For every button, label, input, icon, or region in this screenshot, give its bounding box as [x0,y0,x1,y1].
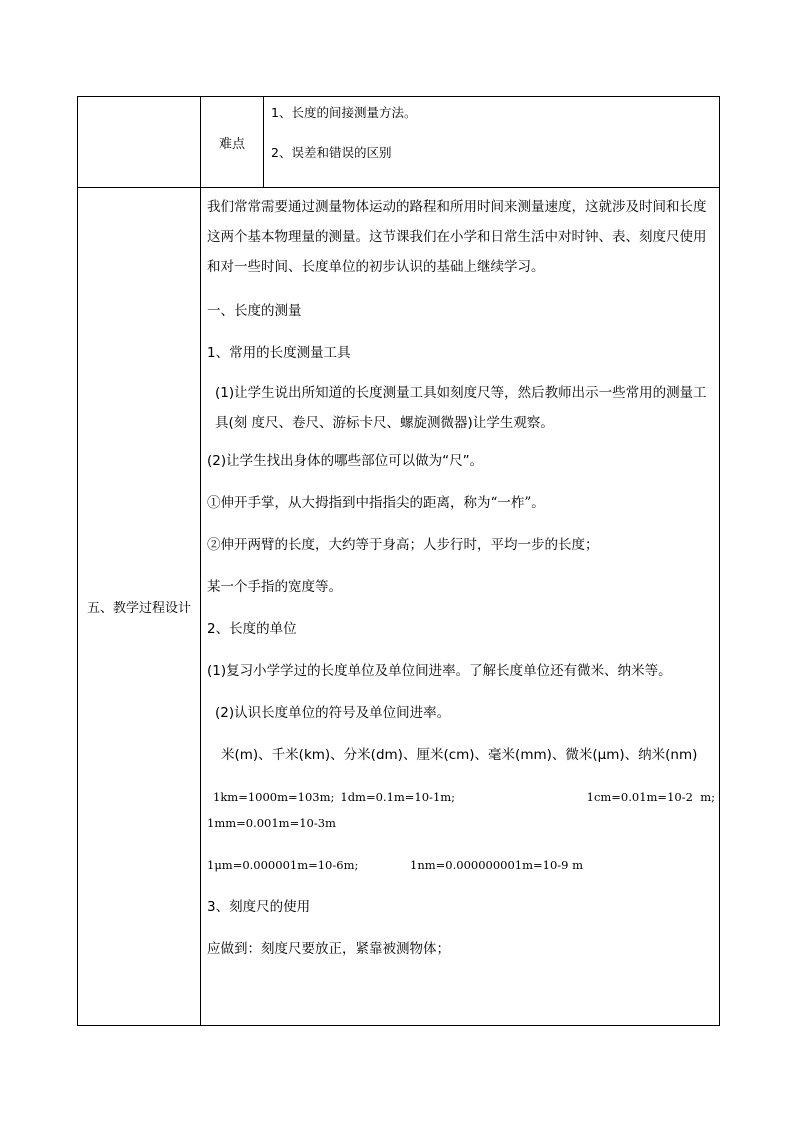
difficulty-label: 难点 [201,97,264,188]
paragraph-arm-span: ②伸开两臂的长度，大约等于身高；人步行时，平均一步的长度； [207,537,599,553]
paragraph-ruler-rule: 应做到：刻度尺要放正，紧靠被测物体； [207,941,450,957]
conversion-line-1 [207,788,715,806]
paragraph-review-units: (1)复习小学学过的长度单位及单位间进率。了解长度单位还有微米、纳米等。 [207,663,672,679]
process-content [201,188,720,1026]
heading-length-measurement: 一、长度的测量 [207,303,302,319]
eq-mm: 1mm=0.001m=10-3m [207,816,336,830]
process-row [78,188,720,1026]
subheading-units: 2、长度的单位 [207,621,297,637]
empty-cell [78,97,201,188]
eq-nm: 1nm=0.000000001m=10-9 m [410,858,584,872]
paragraph-body-ruler: (2)让学生找出身体的哪些部位可以做为“尺”。 [207,453,484,469]
subheading-ruler-use: 3、刻度尺的使用 [207,899,311,915]
difficulty-item-2: 2、误差和错误的区别 [271,145,392,160]
intro-paragraph: 我们常常需要通过测量物体运动的路程和所用时间来测量速度，这就涉及时间和长度这两个基本物理量的测量。这节课我们在小学和日常生活中对时钟、表、刻度尺使用和对一些时间、长度单位的初步认识的基础上继续学习。 [207,199,707,275]
difficulty-row [78,97,720,188]
eq-um: 1μm=0.000001m=10-6m; [207,858,359,872]
units-list: 米(m)、千米(km)、分米(dm)、厘米(cm)、毫米(mm)、微米(μm)、纳米(nm) [221,747,698,763]
eq-cm: 1cm=0.01m=10-2 m; [586,790,715,804]
subheading-tools: 1、常用的长度测量工具 [207,345,351,361]
conversion-line-2 [207,856,715,874]
eq-km: 1km=1000m=103m; [213,790,335,804]
eq-dm: 1dm=0.1m=10-1m; [340,790,456,804]
paragraph-finger-width: 某一个手指的宽度等。 [207,579,342,595]
paragraph-hand-span: ①伸开手掌，从大拇指到中指指尖的距离，称为“一柞”。 [207,495,545,511]
difficulty-content [264,97,720,188]
section-label: 五、教学过程设计 [78,188,201,1026]
paragraph-tools: (1)让学生说出所知道的长度测量工具如刻度尺等，然后教师出示一些常用的测量工具(刻 度尺、卷尺、游标卡尺、螺旋测微器)让学生观察。 [215,385,707,431]
lesson-table [77,96,720,1026]
difficulty-item-1: 1、长度的间接测量方法。 [271,105,417,120]
paragraph-unit-symbols: (2)认识长度单位的符号及单位间进率。 [215,705,451,721]
